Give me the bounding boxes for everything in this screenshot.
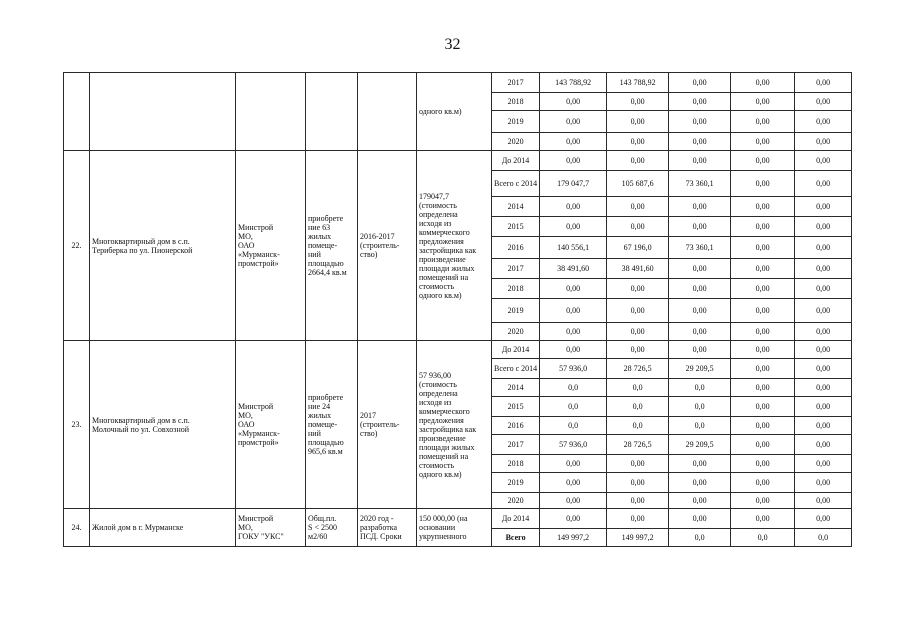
amount-cell: 0,00 (795, 379, 852, 397)
amount-cell: 0,00 (669, 73, 731, 93)
year-cell: 2020 (492, 133, 540, 151)
amount-cell: 179 047,7 (540, 171, 607, 197)
amount-cell: 0,00 (669, 259, 731, 279)
amount-cell: 57 936,0 (540, 435, 607, 455)
amount-cell: 0,0 (607, 379, 669, 397)
amount-cell: 0,00 (795, 509, 852, 529)
amount-cell: 0,00 (731, 197, 795, 217)
amount-cell: 140 556,1 (540, 237, 607, 259)
amount-cell: 0,00 (731, 455, 795, 473)
amount-cell: 0,00 (731, 379, 795, 397)
amount-cell: 0,00 (731, 397, 795, 417)
amount-cell: 0,00 (731, 259, 795, 279)
amount-cell: 0,00 (607, 133, 669, 151)
amount-cell: 0,00 (795, 493, 852, 509)
amount-cell: 0,0 (540, 379, 607, 397)
amount-cell: 0,00 (795, 73, 852, 93)
amount-cell: 0,00 (607, 323, 669, 341)
year-cell: До 2014 (492, 341, 540, 359)
amount-cell: 0,00 (795, 151, 852, 171)
amount-cell: 0,00 (669, 133, 731, 151)
amount-cell: 0,00 (731, 171, 795, 197)
amount-cell: 0,00 (795, 93, 852, 111)
amount-cell: 143 788,92 (607, 73, 669, 93)
amount-cell: 0,00 (607, 509, 669, 529)
amount-cell: 0,00 (795, 397, 852, 417)
amount-cell: 0,00 (731, 73, 795, 93)
amount-cell: 0,00 (669, 509, 731, 529)
amount-cell: 0,00 (795, 323, 852, 341)
amount-cell: 0,00 (795, 171, 852, 197)
amount-cell: 0,00 (795, 473, 852, 493)
amount-cell: 143 788,92 (540, 73, 607, 93)
year-cell: 2020 (492, 323, 540, 341)
amount-cell: 0,00 (540, 299, 607, 323)
amount-cell: 0,00 (669, 93, 731, 111)
amount-cell: 0,0 (607, 417, 669, 435)
row-number: 22. (64, 151, 90, 341)
amount-cell: 29 209,5 (669, 435, 731, 455)
amount-cell: 0,0 (669, 397, 731, 417)
amount-cell: 0,00 (607, 455, 669, 473)
amount-cell: 0,00 (795, 359, 852, 379)
amount-cell: 0,00 (607, 197, 669, 217)
amount-cell: 0,00 (795, 237, 852, 259)
row-number (64, 73, 90, 151)
amount-cell: 0,0 (731, 529, 795, 547)
amount-cell: 0,0 (540, 397, 607, 417)
amount-cell: 0,00 (731, 359, 795, 379)
amount-cell: 0,00 (795, 435, 852, 455)
amount-cell: 0,00 (607, 93, 669, 111)
amount-cell: 0,00 (795, 133, 852, 151)
year-cell: 2016 (492, 237, 540, 259)
amount-cell: 0,00 (669, 151, 731, 171)
amount-cell: 0,00 (669, 323, 731, 341)
construction-period: 2017 (строитель- ство) (358, 341, 417, 509)
amount-cell: 0,00 (607, 493, 669, 509)
year-cell: 2015 (492, 397, 540, 417)
year-cell: 2018 (492, 279, 540, 299)
amount-cell: 149 997,2 (540, 529, 607, 547)
amount-cell: 0,00 (669, 111, 731, 133)
amount-cell: 0,0 (540, 417, 607, 435)
amount-cell: 0,00 (540, 279, 607, 299)
amount-cell: 0,00 (731, 341, 795, 359)
amount-cell: 0,00 (795, 279, 852, 299)
capacity: приобрете ние 24 жилых помеще- ний площадью 965,6 кв.м (306, 341, 358, 509)
amount-cell: 0,00 (795, 111, 852, 133)
table-row (64, 73, 852, 93)
amount-cell: 0,0 (669, 529, 731, 547)
table-row (64, 509, 852, 529)
year-cell: До 2014 (492, 509, 540, 529)
amount-cell: 0,00 (669, 341, 731, 359)
amount-cell: 0,00 (731, 217, 795, 237)
construction-period: 2020 год - разработка ПСД. Сроки (358, 509, 417, 547)
amount-cell: 149 997,2 (607, 529, 669, 547)
year-cell: Всего (492, 529, 540, 547)
amount-cell: 29 209,5 (669, 359, 731, 379)
year-cell: Всего с 2014 (492, 171, 540, 197)
amount-cell: 0,00 (540, 509, 607, 529)
amount-cell: 0,00 (669, 473, 731, 493)
year-cell: 2018 (492, 93, 540, 111)
amount-cell: 0,00 (731, 493, 795, 509)
amount-cell: 28 726,5 (607, 435, 669, 455)
amount-cell: 0,00 (540, 133, 607, 151)
amount-cell: 0,00 (540, 197, 607, 217)
amount-cell: 0,00 (669, 299, 731, 323)
capacity: приобрете ние 63 жилых помеще- ний площадью 2664,4 кв.м (306, 151, 358, 341)
amount-cell: 0,00 (795, 197, 852, 217)
amount-cell: 0,00 (669, 279, 731, 299)
construction-period (358, 73, 417, 151)
object-name: Многоквартирный дом в с.п. Териберка по ул. Пионерской (90, 151, 236, 341)
year-cell: 2017 (492, 259, 540, 279)
amount-cell: 0,00 (540, 151, 607, 171)
budget-table (63, 72, 852, 547)
amount-cell: 0,00 (795, 341, 852, 359)
executor: Минстрой МО, ОАО «Мурманск- промстрой» (236, 341, 306, 509)
amount-cell: 0,00 (795, 455, 852, 473)
executor: Минстрой МО, ГОКУ "УКС" (236, 509, 306, 547)
amount-cell: 0,0 (669, 379, 731, 397)
year-cell: 2014 (492, 379, 540, 397)
amount-cell: 0,00 (795, 299, 852, 323)
amount-cell: 0,00 (731, 151, 795, 171)
page-number: 32 (444, 36, 461, 53)
year-cell: 2019 (492, 473, 540, 493)
year-cell: Всего с 2014 (492, 359, 540, 379)
amount-cell: 0,00 (731, 473, 795, 493)
amount-cell: 0,00 (540, 93, 607, 111)
amount-cell: 0,00 (607, 217, 669, 237)
amount-cell: 38 491,60 (607, 259, 669, 279)
year-cell: 2017 (492, 435, 540, 455)
amount-cell: 0,00 (731, 435, 795, 455)
year-cell: До 2014 (492, 151, 540, 171)
amount-cell: 0,00 (731, 237, 795, 259)
year-cell: 2017 (492, 73, 540, 93)
amount-cell: 0,0 (607, 397, 669, 417)
year-cell: 2018 (492, 455, 540, 473)
year-cell: 2019 (492, 111, 540, 133)
table-row (64, 341, 852, 359)
year-cell: 2016 (492, 417, 540, 435)
object-name: Жилой дом в г. Мурманске (90, 509, 236, 547)
amount-cell: 0,00 (540, 323, 607, 341)
table-row (64, 151, 852, 171)
estimated-cost: 57 936,00 (стоимость определена исходя из коммерческого предложения застройщика как произведение площади жилых помещений на стоимость одного кв.м) (417, 341, 492, 509)
amount-cell: 67 196,0 (607, 237, 669, 259)
amount-cell: 0,00 (540, 473, 607, 493)
amount-cell: 0,00 (795, 217, 852, 237)
row-number: 24. (64, 509, 90, 547)
year-cell: 2019 (492, 299, 540, 323)
estimated-cost: одного кв.м) (417, 73, 492, 151)
construction-period: 2016-2017 (строитель- ство) (358, 151, 417, 341)
amount-cell: 0,00 (731, 111, 795, 133)
amount-cell: 0,0 (669, 417, 731, 435)
amount-cell: 28 726,5 (607, 359, 669, 379)
amount-cell: 0,00 (795, 417, 852, 435)
amount-cell: 0,00 (607, 473, 669, 493)
amount-cell: 105 687,6 (607, 171, 669, 197)
year-cell: 2020 (492, 493, 540, 509)
row-number: 23. (64, 341, 90, 509)
amount-cell: 0,00 (731, 299, 795, 323)
amount-cell: 0,00 (540, 341, 607, 359)
amount-cell: 0,00 (607, 299, 669, 323)
amount-cell: 0,00 (731, 133, 795, 151)
object-name (90, 73, 236, 151)
amount-cell: 0,00 (607, 279, 669, 299)
year-cell: 2014 (492, 197, 540, 217)
executor (236, 73, 306, 151)
estimated-cost: 179047,7 (стоимость определена исходя из коммерческого предложения застройщика как произведение площади жилых помещений на стоимость одного кв.м) (417, 151, 492, 341)
executor: Минстрой МО, ОАО «Мурманск- промстрой» (236, 151, 306, 341)
amount-cell: 0,00 (540, 455, 607, 473)
amount-cell: 0,00 (731, 323, 795, 341)
amount-cell: 38 491,60 (540, 259, 607, 279)
amount-cell: 0,00 (607, 151, 669, 171)
amount-cell: 0,00 (731, 279, 795, 299)
amount-cell: 0,0 (795, 529, 852, 547)
amount-cell: 0,00 (669, 455, 731, 473)
amount-cell: 57 936,0 (540, 359, 607, 379)
amount-cell: 0,00 (669, 217, 731, 237)
amount-cell: 73 360,1 (669, 171, 731, 197)
amount-cell: 0,00 (795, 259, 852, 279)
amount-cell: 73 360,1 (669, 237, 731, 259)
amount-cell: 0,00 (607, 341, 669, 359)
capacity (306, 73, 358, 151)
amount-cell: 0,00 (540, 111, 607, 133)
capacity: Общ.пл. S < 2500 м2/60 (306, 509, 358, 547)
amount-cell: 0,00 (540, 493, 607, 509)
amount-cell: 0,00 (540, 217, 607, 237)
amount-cell: 0,00 (731, 417, 795, 435)
amount-cell: 0,00 (731, 509, 795, 529)
amount-cell: 0,00 (731, 93, 795, 111)
amount-cell: 0,00 (669, 493, 731, 509)
object-name: Многоквартирный дом в с.п. Молочный по ул. Совхозной (90, 341, 236, 509)
amount-cell: 0,00 (607, 111, 669, 133)
estimated-cost: 150 000,00 (на основании укрупненного (417, 509, 492, 547)
year-cell: 2015 (492, 217, 540, 237)
amount-cell: 0,00 (669, 197, 731, 217)
